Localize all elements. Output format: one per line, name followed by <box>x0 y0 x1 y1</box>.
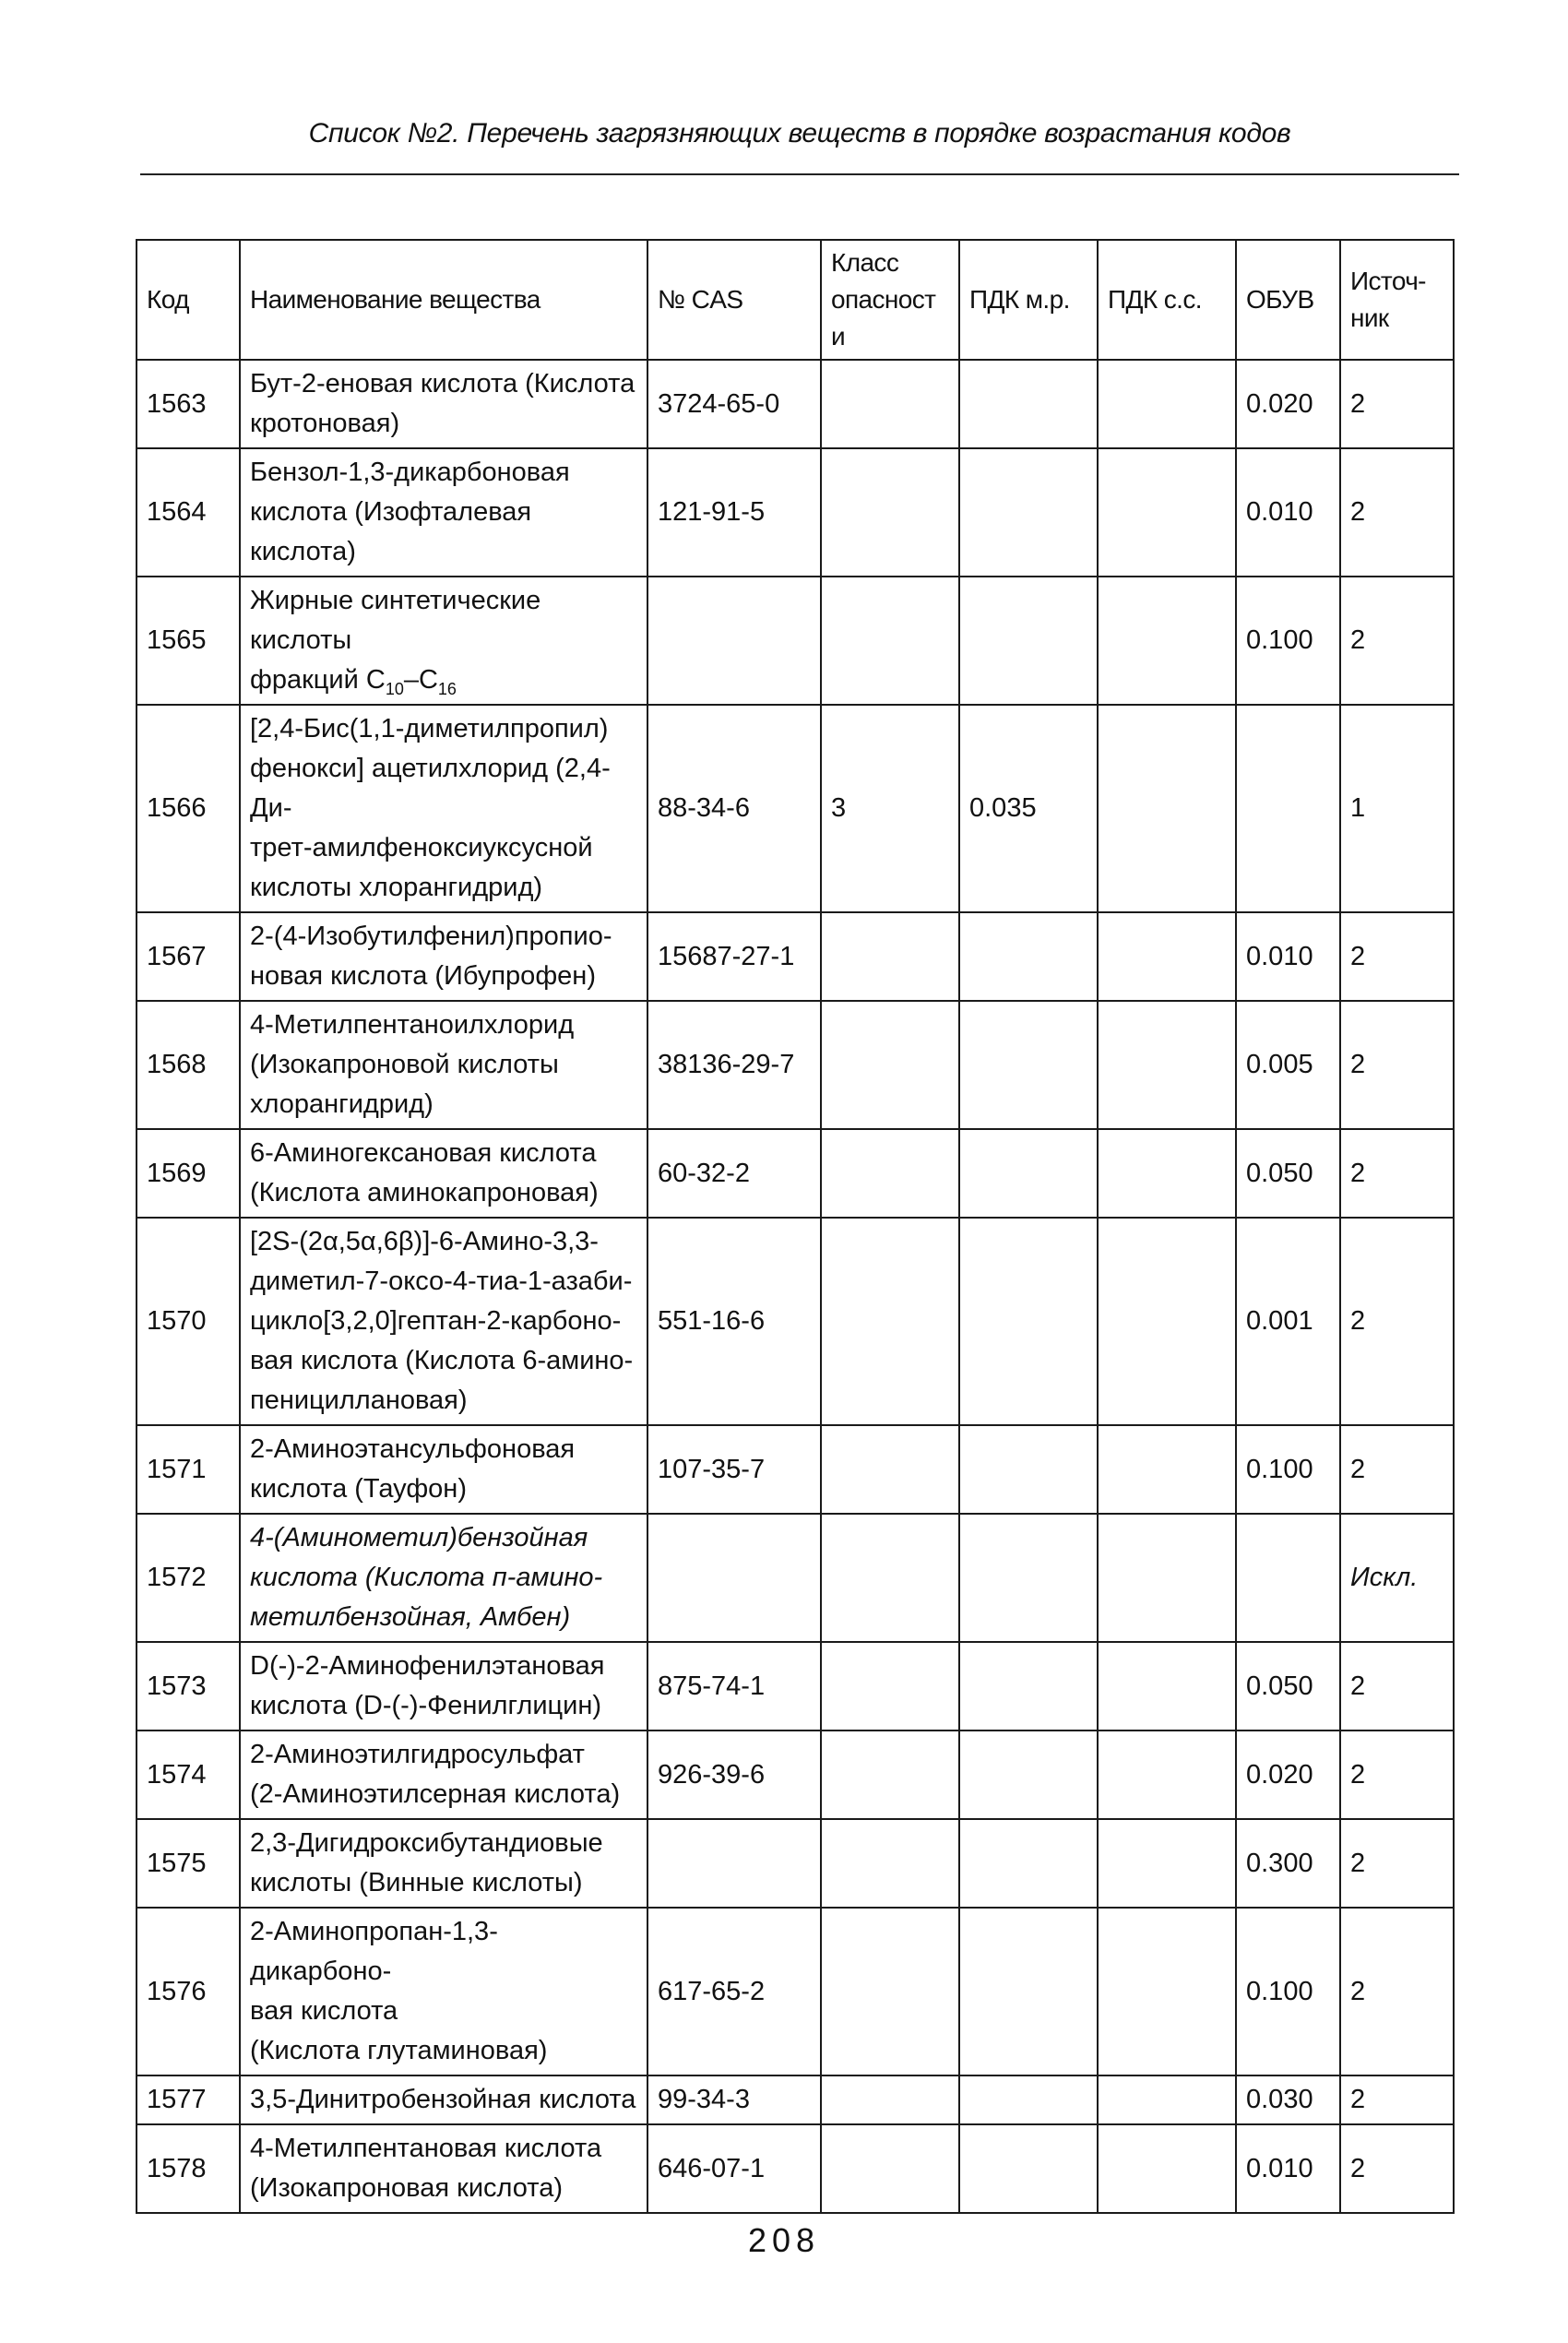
substance-name: 3,5-Динитробензойная кислота <box>250 2085 636 2114</box>
cell-name <box>240 1218 647 1425</box>
cell-obuv: 0.010 <box>1236 912 1340 1001</box>
cell-cas <box>647 1514 821 1642</box>
cell-code: 1570 <box>137 1218 240 1425</box>
table-row <box>137 1514 1454 1642</box>
cell-cas <box>647 577 821 705</box>
cell-code: 1563 <box>137 360 240 448</box>
cell-code: 1569 <box>137 1129 240 1218</box>
cell-cas: 646-07-1 <box>647 2124 821 2213</box>
cell-source: 2 <box>1340 2075 1454 2124</box>
cell-pdk-ss <box>1098 360 1236 448</box>
cell-source: 2 <box>1340 360 1454 448</box>
page-title: Список №2. Перечень загрязняющих веществ в порядке возрастания кодов <box>308 118 1291 149</box>
cell-obuv: 0.030 <box>1236 2075 1340 2124</box>
cell-pdk-mr <box>959 1001 1098 1129</box>
cell-source: 2 <box>1340 577 1454 705</box>
cell-obuv <box>1236 1514 1340 1642</box>
cell-name <box>240 1908 647 2075</box>
cell-source: 2 <box>1340 1642 1454 1730</box>
substance-name: 2-Аминоэтансульфоновая кислота (Тауфон) <box>250 1434 576 1504</box>
cell-pdk-ss <box>1098 1001 1236 1129</box>
cell-code: 1567 <box>137 912 240 1001</box>
cell-obuv: 0.050 <box>1236 1642 1340 1730</box>
cell-source: 2 <box>1340 1730 1454 1819</box>
cell-obuv: 0.100 <box>1236 577 1340 705</box>
cell-hazard-class <box>821 2124 959 2213</box>
cell-cas <box>647 1819 821 1908</box>
name-middle: –С <box>403 665 438 695</box>
substance-name: Бензол-1,3-дикарбоновая кислота (Изофталевая кислота) <box>250 458 570 566</box>
cell-name <box>240 912 647 1001</box>
cell-pdk-ss <box>1098 2124 1236 2213</box>
cell-code: 1572 <box>137 1514 240 1642</box>
cell-name <box>240 1425 647 1514</box>
cell-code: 1574 <box>137 1730 240 1819</box>
cell-pdk-mr <box>959 1642 1098 1730</box>
cell-pdk-ss <box>1098 1730 1236 1819</box>
table-row <box>137 912 1454 1001</box>
cell-hazard-class <box>821 1514 959 1642</box>
cell-hazard-class <box>821 1730 959 1819</box>
cell-cas: 617-65-2 <box>647 1908 821 2075</box>
substance-name: [2S-(2α,5α,6β)]-6-Амино-3,3- диметил-7-оксо-4-тиа-1-азаби- цикло[3,2,0]гептан-2-карбоно- вая кислота (Кислота 6-амино- пенициллановая) <box>250 1227 634 1415</box>
column-header-source: Источ-ник <box>1340 240 1454 360</box>
cell-name <box>240 1730 647 1819</box>
cell-cas: 99-34-3 <box>647 2075 821 2124</box>
cell-pdk-mr <box>959 1514 1098 1642</box>
table-row <box>137 1129 1454 1218</box>
substance-name: 4-Метилпентаноилхлорид (Изокапроновой кислоты хлорангидрид) <box>250 1010 575 1119</box>
cell-obuv: 0.020 <box>1236 360 1340 448</box>
cell-obuv: 0.100 <box>1236 1425 1340 1514</box>
table-row <box>137 1819 1454 1908</box>
cell-pdk-ss <box>1098 2075 1236 2124</box>
table-row <box>137 705 1454 912</box>
cell-name <box>240 577 647 705</box>
cell-hazard-class <box>821 360 959 448</box>
cell-hazard-class <box>821 1129 959 1218</box>
cell-source: 1 <box>1340 705 1454 912</box>
cell-name <box>240 360 647 448</box>
cell-code: 1568 <box>137 1001 240 1129</box>
cell-obuv: 0.010 <box>1236 2124 1340 2213</box>
cell-code: 1573 <box>137 1642 240 1730</box>
cell-source: 2 <box>1340 1218 1454 1425</box>
table-row <box>137 1730 1454 1819</box>
substance-name: Бут-2-еновая кислота (Кислота кротоновая) <box>250 369 636 438</box>
cell-cas: 88-34-6 <box>647 705 821 912</box>
substance-name: 2-(4-Изобутилфенил)пропио- новая кислота (Ибупрофен) <box>250 922 612 991</box>
cell-pdk-ss <box>1098 1819 1236 1908</box>
column-header-obuv: ОБУВ <box>1236 240 1340 360</box>
table-row <box>137 1218 1454 1425</box>
subscript-end: 16 <box>437 679 457 698</box>
substance-name: 4-Метилпентановая кислота (Изокапроновая кислота) <box>250 2134 602 2203</box>
cell-obuv: 0.001 <box>1236 1218 1340 1425</box>
cell-name <box>240 1642 647 1730</box>
cell-pdk-ss <box>1098 1642 1236 1730</box>
subscript-start: 10 <box>385 679 404 698</box>
cell-source: 2 <box>1340 1129 1454 1218</box>
cell-hazard-class <box>821 1908 959 2075</box>
cell-code: 1575 <box>137 1819 240 1908</box>
cell-name <box>240 2124 647 2213</box>
cell-cas: 875-74-1 <box>647 1642 821 1730</box>
column-header-name: Наименование вещества <box>240 240 647 360</box>
cell-pdk-ss <box>1098 705 1236 912</box>
substance-name: 2,3-Дигидроксибутандиовые кислоты (Винные кислоты) <box>250 1828 603 1897</box>
substance-name: 4-(Аминометил)бензойная кислота (Кислота п-амино- метилбензойная, Амбен) <box>250 1523 603 1632</box>
column-header-code: Код <box>137 240 240 360</box>
cell-hazard-class <box>821 577 959 705</box>
cell-pdk-mr <box>959 1425 1098 1514</box>
column-header-pdk-ss: ПДК с.с. <box>1098 240 1236 360</box>
cell-pdk-mr <box>959 448 1098 577</box>
table-row <box>137 448 1454 577</box>
cell-hazard-class: 3 <box>821 705 959 912</box>
cell-pdk-ss <box>1098 448 1236 577</box>
table-row <box>137 1642 1454 1730</box>
cell-pdk-ss <box>1098 1425 1236 1514</box>
cell-name <box>240 2075 647 2124</box>
cell-name <box>240 1129 647 1218</box>
substance-name: [2,4-Бис(1,1-диметилпропил) фенокси] ацетилхлорид (2,4-Ди- трет-амилфеноксиуксусной кислоты хлорангидрид) <box>250 714 611 902</box>
cell-source: 2 <box>1340 448 1454 577</box>
cell-pdk-mr <box>959 912 1098 1001</box>
cell-name <box>240 1514 647 1642</box>
table-row <box>137 1425 1454 1514</box>
cell-source: 2 <box>1340 1001 1454 1129</box>
cell-source: 2 <box>1340 1908 1454 2075</box>
cell-cas: 551-16-6 <box>647 1218 821 1425</box>
page-number: 208 <box>747 2221 821 2259</box>
cell-hazard-class <box>821 912 959 1001</box>
cell-hazard-class <box>821 1001 959 1129</box>
cell-pdk-ss <box>1098 1908 1236 2075</box>
cell-hazard-class <box>821 1642 959 1730</box>
cell-obuv: 0.050 <box>1236 1129 1340 1218</box>
cell-source: 2 <box>1340 1425 1454 1514</box>
cell-name <box>240 1819 647 1908</box>
cell-source: Искл. <box>1340 1514 1454 1642</box>
cell-obuv: 0.100 <box>1236 1908 1340 2075</box>
table-row <box>137 1001 1454 1129</box>
cell-source: 2 <box>1340 912 1454 1001</box>
table-body <box>137 360 1454 2213</box>
cell-name <box>240 1001 647 1129</box>
cell-pdk-mr <box>959 2075 1098 2124</box>
cell-obuv: 0.300 <box>1236 1819 1340 1908</box>
cell-obuv: 0.005 <box>1236 1001 1340 1129</box>
table-row <box>137 360 1454 448</box>
cell-name <box>240 448 647 577</box>
cell-code: 1571 <box>137 1425 240 1514</box>
cell-cas: 60-32-2 <box>647 1129 821 1218</box>
cell-pdk-mr <box>959 2124 1098 2213</box>
cell-hazard-class <box>821 448 959 577</box>
cell-pdk-mr: 0.035 <box>959 705 1098 912</box>
substance-name: 6-Аминогексановая кислота (Кислота аминокапроновая) <box>250 1138 599 1207</box>
column-header-cas: № CAS <box>647 240 821 360</box>
cell-code: 1577 <box>137 2075 240 2124</box>
cell-pdk-ss <box>1098 577 1236 705</box>
cell-pdk-ss <box>1098 912 1236 1001</box>
column-header-hazard-class: Класс опасности <box>821 240 959 360</box>
cell-cas: 15687-27-1 <box>647 912 821 1001</box>
cell-code: 1576 <box>137 1908 240 2075</box>
cell-pdk-mr <box>959 577 1098 705</box>
cell-pdk-mr <box>959 1129 1098 1218</box>
cell-hazard-class <box>821 2075 959 2124</box>
cell-pdk-mr <box>959 1218 1098 1425</box>
cell-obuv <box>1236 705 1340 912</box>
cell-hazard-class <box>821 1425 959 1514</box>
table-row <box>137 2124 1454 2213</box>
cell-cas: 38136-29-7 <box>647 1001 821 1129</box>
cell-code: 1578 <box>137 2124 240 2213</box>
cell-pdk-ss <box>1098 1514 1236 1642</box>
cell-pdk-ss <box>1098 1129 1236 1218</box>
cell-pdk-mr <box>959 360 1098 448</box>
cell-hazard-class <box>821 1218 959 1425</box>
cell-code: 1565 <box>137 577 240 705</box>
substance-name: D(-)-2-Аминофенилэтановая кислота (D-(-)-Фенилглицин) <box>250 1651 605 1720</box>
table-header-row <box>137 240 1454 360</box>
cell-source: 2 <box>1340 1819 1454 1908</box>
table-row <box>137 2075 1454 2124</box>
column-header-pdk-mr: ПДК м.р. <box>959 240 1098 360</box>
table-row <box>137 577 1454 705</box>
substance-name: 2-Аминопропан-1,3-дикарбоно- вая кислота (Кислота глутаминовая) <box>250 1917 548 2065</box>
substance-name: 2-Аминоэтилгидросульфат (2-Аминоэтилсерная кислота) <box>250 1740 621 1809</box>
cell-cas: 107-35-7 <box>647 1425 821 1514</box>
substances-table <box>136 239 1455 2214</box>
cell-pdk-mr <box>959 1819 1098 1908</box>
cell-source: 2 <box>1340 2124 1454 2213</box>
cell-pdk-ss <box>1098 1218 1236 1425</box>
cell-cas: 3724-65-0 <box>647 360 821 448</box>
cell-code: 1566 <box>137 705 240 912</box>
cell-cas: 926-39-6 <box>647 1730 821 1819</box>
cell-name <box>240 705 647 912</box>
cell-pdk-mr <box>959 1908 1098 2075</box>
cell-cas: 121-91-5 <box>647 448 821 577</box>
cell-code: 1564 <box>137 448 240 577</box>
header-divider <box>140 173 1459 175</box>
cell-obuv: 0.010 <box>1236 448 1340 577</box>
table-row <box>137 1908 1454 2075</box>
cell-pdk-mr <box>959 1730 1098 1819</box>
cell-hazard-class <box>821 1819 959 1908</box>
substance-name: Жирные синтетические кислоты фракций С <box>250 586 541 695</box>
cell-obuv: 0.020 <box>1236 1730 1340 1819</box>
